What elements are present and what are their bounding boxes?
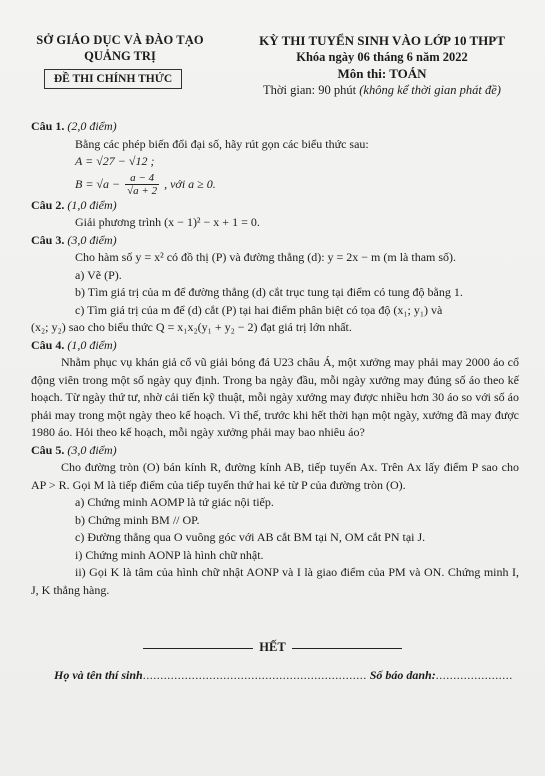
end-dash-left (143, 648, 253, 649)
question-1-intro: Bằng các phép biến đổi đại số, hãy rút gọn các biểu thức sau: (75, 136, 369, 151)
candidate-name-dots: ................................................................ (142, 668, 367, 682)
exam-time-value: Thời gian: 90 phút (263, 83, 357, 97)
exam-time-note: (không kể thời gian phát đề) (359, 83, 501, 97)
end-text: HẾT (259, 640, 286, 654)
question-2-points: (1,0 điểm) (67, 197, 117, 212)
question-3-points: (3,0 điểm) (67, 232, 117, 247)
exam-subject: Môn thi: TOÁN (337, 66, 427, 81)
question-3-heading: Câu 3. (31, 232, 65, 247)
end-dash-right (292, 648, 402, 649)
question-3-intro: Cho hàm số y = x² có đồ thị (P) và đường thẳng (d): y = 2x − m (m là tham số). (75, 250, 457, 264)
question-5-part-b: b) Chứng minh BM // OP. (75, 512, 200, 527)
expression-b (31, 171, 519, 197)
exam-date: Khóa ngày 06 tháng 6 năm 2022 (296, 50, 468, 64)
candidate-id-label: Số báo danh: (369, 668, 436, 682)
question-4-points: (1,0 điểm) (67, 337, 117, 352)
question-2 (31, 197, 519, 232)
department-line-2: QUẢNG TRỊ (84, 49, 156, 63)
question-1-heading: Câu 1. (31, 119, 65, 133)
question-3-part-a: a) Vẽ (P). (75, 267, 122, 282)
question-4-heading: Câu 4. (31, 337, 65, 352)
department-line-1: SỞ GIÁO DỤC VÀ ĐÀO TẠO (36, 33, 204, 47)
question-5-part-c-ii: ii) Gọi K là tâm của hình chữ nhật AONP và I là giao điểm của PM và ON. Chứng minh I, J, K thẳng hàng. (31, 565, 519, 597)
question-3-part-c-line-1: c) Tìm giá trị của m để (d) cắt (P) tại hai điểm phân biệt có tọa độ (x₁; y₁) và (75, 302, 443, 317)
question-5-part-c-i: i) Chứng minh AONP là hình chữ nhật. (75, 547, 264, 562)
official-exam-box: ĐỀ THI CHÍNH THỨC (44, 69, 182, 89)
expression-b-condition: , với a ≥ 0. (164, 176, 216, 191)
candidate-name-label: Họ và tên thí sinh (54, 668, 143, 682)
exam-title: KỲ THI TUYỂN SINH VÀO LỚP 10 THPT (259, 33, 505, 48)
question-3-part-b: b) Tìm giá trị của m để đường thẳng (d) cắt trục tung tại điểm có tung độ bằng 1. (75, 285, 463, 299)
question-1-points: (2,0 điểm) (67, 119, 117, 133)
expression-b-fraction (125, 172, 159, 197)
question-5-part-a: a) Chứng minh AOMP là tứ giác nội tiếp. (75, 495, 274, 509)
fraction-numerator: a − 4 (125, 172, 159, 185)
question-5-points: (3,0 điểm) (67, 442, 117, 457)
question-2-text: Giải phương trình (x − 1)² − x + 1 = 0. (75, 215, 260, 229)
expression-b-left: B = √a − (75, 176, 121, 191)
question-5-heading: Câu 5. (31, 442, 65, 457)
question-4-text: Nhằm phục vụ khán giả cổ vũ giải bóng đá U23 châu Á, một xưởng may phải may 2000 áo cổ động viên trong một số ngày quy định. Trong ba ngày đầu, mỗi ngày xưởng may đúng số áo theo kế hoạch. Từ ngày thứ tư, nhờ cải tiến kỹ thuật, mỗi ngày xưởng may được nhiều hơn 30 áo so với số áo phải may trong một ngày theo kế hoạch. Vì thế, trước khi hết thời hạn một ngày, xưởng đã may được 1980 áo. Hỏi theo kế hoạch, mỗi ngày xưởng phải may bao nhiêu áo? (31, 355, 519, 439)
expression-a: A = √27 − √12 ; (75, 154, 155, 168)
exam-content (31, 118, 519, 599)
question-5-part-c: c) Đường thẳng qua O vuông góc với AB cắt BM tại N, OM cắt PN tại J. (75, 530, 426, 544)
question-4 (31, 337, 519, 442)
question-1 (31, 118, 519, 197)
candidate-id-dots: ...................... (435, 668, 513, 682)
department-header (30, 33, 210, 64)
question-2-heading: Câu 2. (31, 197, 65, 212)
question-3-part-c-line-2: (x₂; y₂) sao cho biểu thức Q = x₁x₂(y₁ + y₂ − 2) đạt giá trị lớn nhất. (31, 320, 352, 334)
candidate-footer (54, 668, 514, 683)
question-3 (31, 232, 519, 337)
exam-time (232, 83, 532, 98)
question-5 (31, 442, 519, 600)
fraction-denominator: √a + 2 (127, 185, 158, 198)
question-5-intro: Cho đường tròn (O) bán kính R, đường kính AB, tiếp tuyến Ax. Trên Ax lấy điểm P sao cho AP > R. Gọi M là tiếp điểm của tiếp tuyến thứ hai kẻ từ P của đường tròn (O). (31, 460, 519, 492)
exam-header (232, 33, 532, 98)
end-marker (0, 640, 545, 655)
